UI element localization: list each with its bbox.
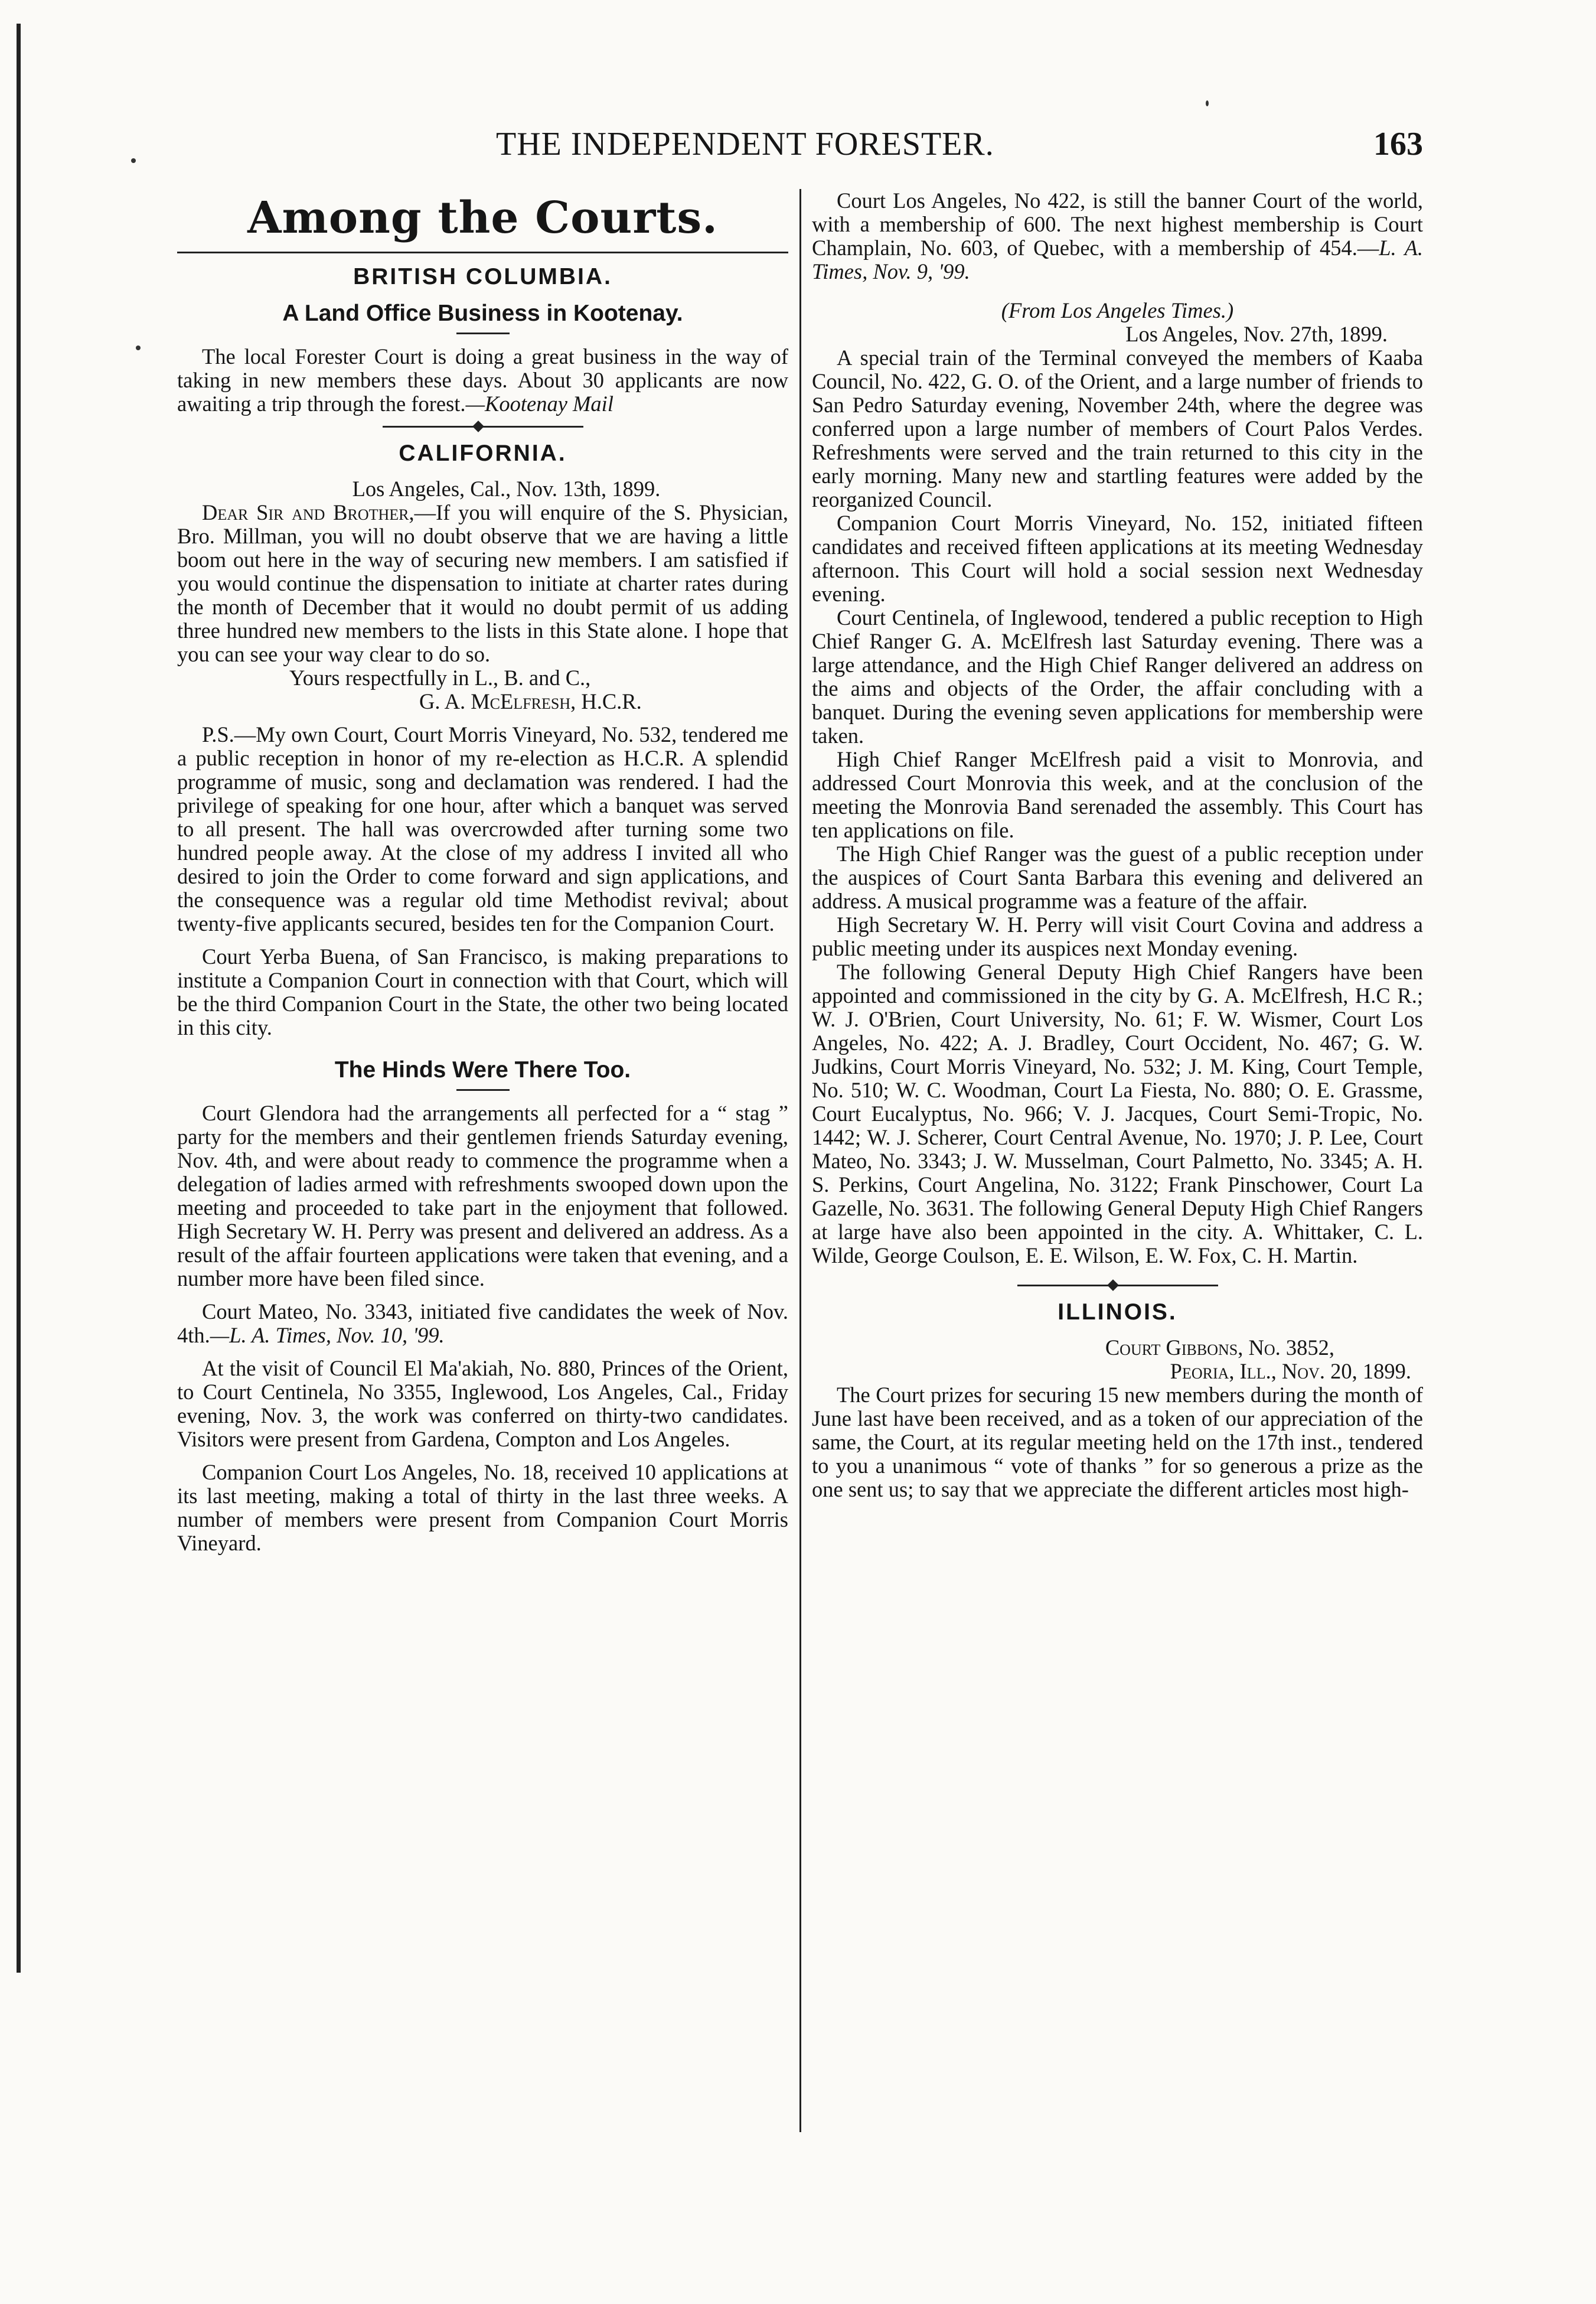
closing: Yours respectfully in L., B. and C., (289, 666, 591, 690)
salutation: Dear Sir and Brother, (202, 500, 414, 524)
ornament-divider (383, 422, 583, 431)
signature: G. A. McElfresh, H.C.R. (419, 689, 642, 713)
article-paragraph: Companion Court Morris Vineyard, No. 152, initiated fifteen candidates and received fifteen applications at its meeting Wednesday afternoon. This Court will hold a social session next Wednesday evening. (812, 511, 1423, 606)
article-paragraph (177, 345, 788, 416)
binding-edge (17, 24, 21, 1973)
column-divider (799, 189, 801, 2132)
paragraph-text: Court Mateo, No. 3343, initiated five candidates the week of Nov. 4th. (177, 1299, 788, 1347)
article-paragraph: High Secretary W. H. Perry will visit Court Covina and address a public meeting under its auspices next Monday evening. (812, 913, 1423, 960)
speck (131, 158, 136, 163)
section-title: Among the Courts. (247, 193, 718, 243)
article-paragraph: The following General Deputy High Chief Rangers have been appointed and commissioned in the city by G. A. McElfresh, H.C R.; W. J. O'Brien, Court University, No. 61; F. W. Wismer, Court Los Angeles, No. 422; A. J. Bradley, Court Occident, No. 467; G. W. Judkins, Court Morris Vineyard, No. 532; J. M. King, Court Temple, No. 510; W. C. Woodman, Court La Fiesta, No. 880; O. E. Grassme, Court Eucalyptus, No. 966; V. J. Jacques, Court Semi-Tropic, No. 1442; W. J. Scherer, Court Central Avenue, No. 1970; J. P. Lee, Court Mateo, No. 3343; J. W. Musselman, Court Palmetto, No. 3345; A. H. S. Perkins, Court Angelina, No. 3122; Frank Pinschower, Court La Gazelle, No. 3631. The following General Deputy High Chief Rangers at large have also been appointed in the city. A. Whittaker, C. L. Wilde, George Coulson, E. E. Wilson, E. W. Fox, C. H. Martin. (812, 960, 1423, 1267)
state-heading-illinois: ILLINOIS. (1058, 1299, 1177, 1325)
article-paragraph: Court Centinela, of Inglewood, tendered a public reception to High Chief Ranger G. A. McElfresh last Saturday evening. There was a large attendance, and the High Chief Ranger delivered an address on the aims and objects of the Order, the affair concluding with a banquet. During the evening seven applications for membership were taken. (812, 605, 1423, 748)
running-title: THE INDEPENDENT FORESTER. (496, 126, 994, 162)
letter-text: —If you will enquire of the S. Physician, Bro. Millman, you will no doubt observe that we are having a little boom out here in the way of securing new members. I am satisfied if you would continue the dispensation to initiate at charter rates during the month of December that it would no doubt permit of us adding three hundred new members to the lists in this State alone. I hope that you can see your way clear to do so. (177, 500, 788, 666)
paragraph-text: Court Los Angeles, No 422, is still the banner Court of the world, with a membership of 600. The next highest membership is Court Champlain, No. 603, of Quebec, with a membership of 454.— (812, 188, 1423, 260)
divider (456, 333, 510, 334)
article-paragraph: Companion Court Los Angeles, No. 18, received 10 applications at its last meeting, making a total of thirty in the last three weeks. A number of members were present from Companion Court Morris Vineyard. (177, 1460, 788, 1555)
article-paragraph (177, 1300, 788, 1347)
source-credit: —L. A. Times, Nov. 10, '99. (210, 1323, 445, 1347)
source-credit: —Kootenay Mail (465, 392, 613, 416)
state-heading-california: CALIFORNIA. (399, 441, 567, 466)
dateline: Peoria, Ill., Nov. 20, 1899. (1170, 1359, 1411, 1383)
left-column (177, 189, 788, 1555)
speck (136, 346, 141, 350)
article-paragraph: Court Yerba Buena, of San Francisco, is making preparations to institute a Companion Court in connection with that Court, which will be the third Companion Court in the State, the other two being located in this city. (177, 944, 788, 1039)
letter-paragraph (177, 501, 788, 666)
speck (1206, 100, 1209, 106)
article-paragraph: A special train of the Terminal conveyed the members of Kaaba Council, No. 422, G. O. of the Orient, and a large number of friends to San Pedro Saturday evening, November 24th, where the degree was conferred upon a large number of members of Court Palos Verdes. Refreshments were served and the train returned to this city in the early morning. Many new and startling features were added by the reorganized Council. (812, 346, 1423, 511)
article-headline: A Land Office Business in Kootenay. (282, 301, 683, 326)
ornament-divider (1017, 1280, 1218, 1290)
dateline: Court Gibbons, No. 3852, (1105, 1335, 1334, 1360)
source-credit: L. A. Times, Nov. 9, '99. (812, 236, 1424, 283)
page-number: 163 (1373, 126, 1423, 162)
paragraph-text: The local Forester Court is doing a great business in the way of taking in new members these days. About 30 applicants are now awaiting a trip through the forest. (177, 344, 788, 416)
article-paragraph: High Chief Ranger McElfresh paid a visit to Monrovia, and addressed Court Monrovia this week, and at the conclusion of the meeting the Monrovia Band serenaded the assembly. This Court has ten applications on file. (812, 747, 1423, 842)
times-dateline: Los Angeles, Nov. 27th, 1899. (1125, 322, 1388, 346)
running-header (177, 125, 1423, 167)
right-column (812, 189, 1423, 1501)
article-paragraph: Court Glendora had the arrangements all perfected for a “ stag ” party for the members and their gentlemen friends Saturday evening, Nov. 4th, and were about ready to commence the programme when a delegation of ladies armed with refreshments swooped down upon the meeting and proceeded to take part in the enjoyment that followed. High Secretary W. H. Perry was present and delivered an address. As a result of the affair fourteen applications were taken that evening, and a number more have been filed since. (177, 1101, 788, 1290)
divider (456, 1089, 510, 1091)
article-paragraph: At the visit of Council El Ma'akiah, No. 880, Princes of the Orient, to Court Centinela, No 3355, Inglewood, Los Angeles, Cal., Friday evening, Nov. 3, the work was conferred on thirty-two candidates. Visitors were present from Gardena, Compton and Los Angeles. (177, 1356, 788, 1451)
article-headline: The Hinds Were There Too. (334, 1057, 631, 1083)
article-paragraph (812, 189, 1423, 283)
state-heading-british-columbia: BRITISH COLUMBIA. (353, 264, 612, 289)
title-rule (177, 252, 788, 253)
postscript: P.S.—My own Court, Court Morris Vineyard, No. 532, tendered me a public reception in honor of my re-election as H.C.R. A splendid programme of music, song and declamation was rendered. I had the privilege of speaking for one hour, after which a banquet was served to all present. The hall was overcrowded after turning some two hundred people away. At the close of my address I invited all who desired to join the Order to come forward and sign applications, and the consequence was a regular old time Methodist revival; about twenty-five applicants secured, besides ten for the Companion Court. (177, 722, 788, 936)
article-paragraph: The Court prizes for securing 15 new members during the month of June last have been received, and as a token of our appreciation of the same, the Court, at its regular meeting held on the 17th inst., tendered to you a unanimous “ vote of thanks ” for so generous a prize as the one sent us; to say that we appreciate the different articles most high- (812, 1383, 1423, 1501)
article-paragraph: The High Chief Ranger was the guest of a public reception under the auspices of Court Santa Barbara this evening and delivered an address. A musical programme was a feature of the affair. (812, 842, 1423, 913)
times-heading: (From Los Angeles Times.) (1001, 298, 1234, 322)
dateline: Los Angeles, Cal., Nov. 13th, 1899. (352, 477, 661, 501)
